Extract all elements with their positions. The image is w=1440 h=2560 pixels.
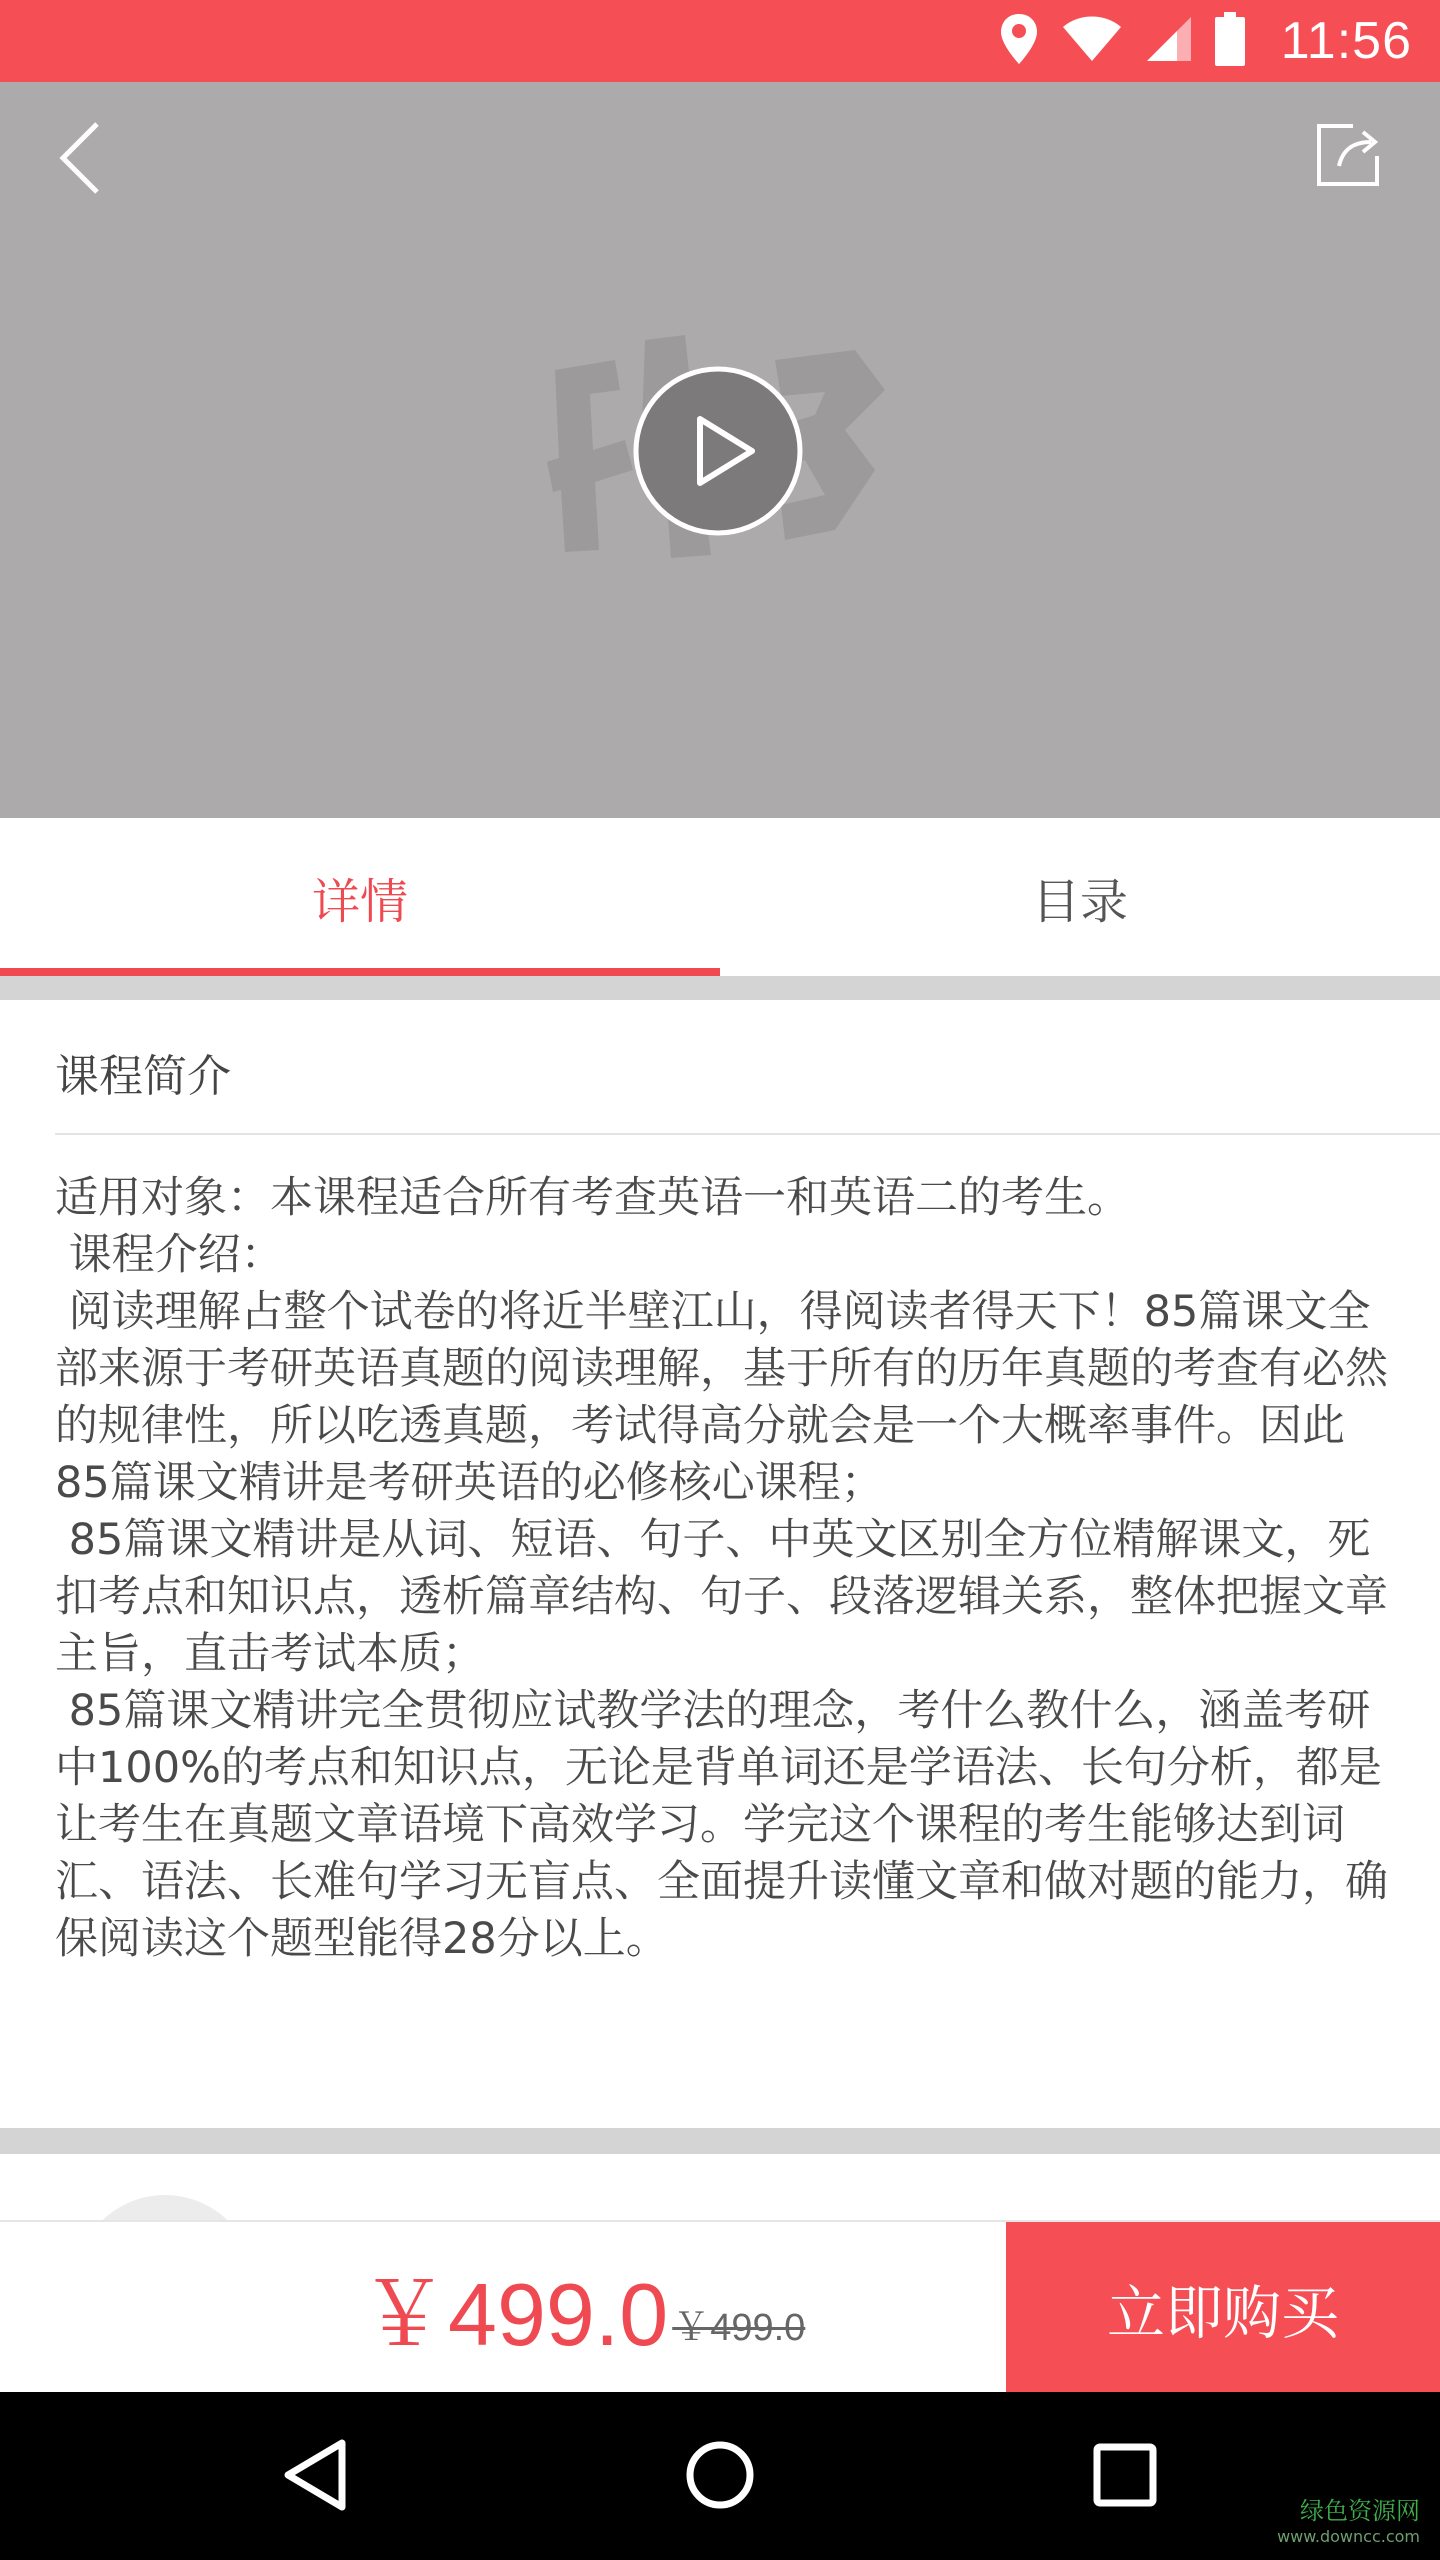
share-icon — [1313, 120, 1383, 194]
site-watermark — [1277, 2498, 1420, 2550]
tab-catalog[interactable] — [720, 818, 1440, 976]
divider — [0, 976, 1440, 1000]
current-price: ￥499.0 — [360, 2265, 669, 2364]
nav-back-icon — [280, 2437, 350, 2517]
battery-icon — [1215, 12, 1245, 70]
tab-details-label: 详情 — [311, 873, 408, 930]
status-time: 11:56 — [1280, 12, 1412, 70]
nav-recents-button[interactable] — [1080, 2432, 1170, 2522]
back-button[interactable] — [50, 120, 110, 200]
back-arrow-icon — [57, 120, 103, 200]
nav-home-icon — [684, 2439, 756, 2515]
tab-catalog-label: 目录 — [1031, 873, 1128, 930]
play-button[interactable] — [632, 365, 804, 537]
tab-details[interactable] — [0, 818, 720, 976]
status-icons — [999, 0, 1412, 82]
nav-home-button[interactable] — [675, 2432, 765, 2522]
original-price: ￥499.0 — [672, 2306, 806, 2349]
divider — [0, 2128, 1440, 2154]
nav-recents-icon — [1093, 2443, 1157, 2511]
play-icon — [632, 522, 804, 541]
tab-active-indicator — [0, 968, 720, 976]
location-icon — [999, 12, 1039, 70]
share-button[interactable] — [1308, 117, 1388, 197]
section-title: 课程简介 — [55, 1051, 231, 1102]
watermark-line1: 绿色资源网 — [1300, 2497, 1420, 2525]
nav-back-button[interactable] — [270, 2432, 360, 2522]
buy-now-button[interactable]: 立即购买 — [1006, 2222, 1440, 2394]
wifi-icon — [1061, 15, 1123, 67]
course-intro-section — [0, 1000, 1440, 2128]
tab-bar — [0, 818, 1440, 976]
price-group — [360, 2222, 805, 2394]
watermark-line2: www.downcc.com — [1277, 2527, 1420, 2546]
video-player[interactable] — [0, 82, 1440, 818]
course-intro-text: 适用对象：本课程适合所有考查英语一和英语二的考生。 课程介绍： 阅读理解占整个试卷的将近半壁江山，得阅读者得天下！85篇课文全部来源于考研英语真题的阅读理解，基于所有的历年真题的考查有必然的规律性，所以吃透真题，考试得高分就会是一个大概率事件。因此85篇课文精讲是考研英语的必修核心课程； 85篇课文精讲是从词、短语、句子、中英文区别全方位精解课文，死扣考点和知识点，透析篇章结构、句子、段落逻辑关系，整体把握文章主旨，直击考试本质； 85篇课文精讲完全贯彻应试教学法的理念，考什么教什么，涵盖考研中100%的考点和知识点，无论是背单词还是学语法、长句分析，都是让考生在真题文章语境下高效学习。学完这个课程的考生能够达到词汇、语法、长难句学习无盲点、全面提升读懂文章和做对题的能力，确保阅读这个题型能得28分以上。 — [55, 1173, 1388, 1964]
navigation-bar — [0, 2392, 1440, 2560]
purchase-bar — [0, 2220, 1440, 2394]
status-bar — [0, 0, 1440, 82]
section-divider-line — [55, 1133, 1440, 1135]
signal-icon — [1145, 15, 1193, 67]
